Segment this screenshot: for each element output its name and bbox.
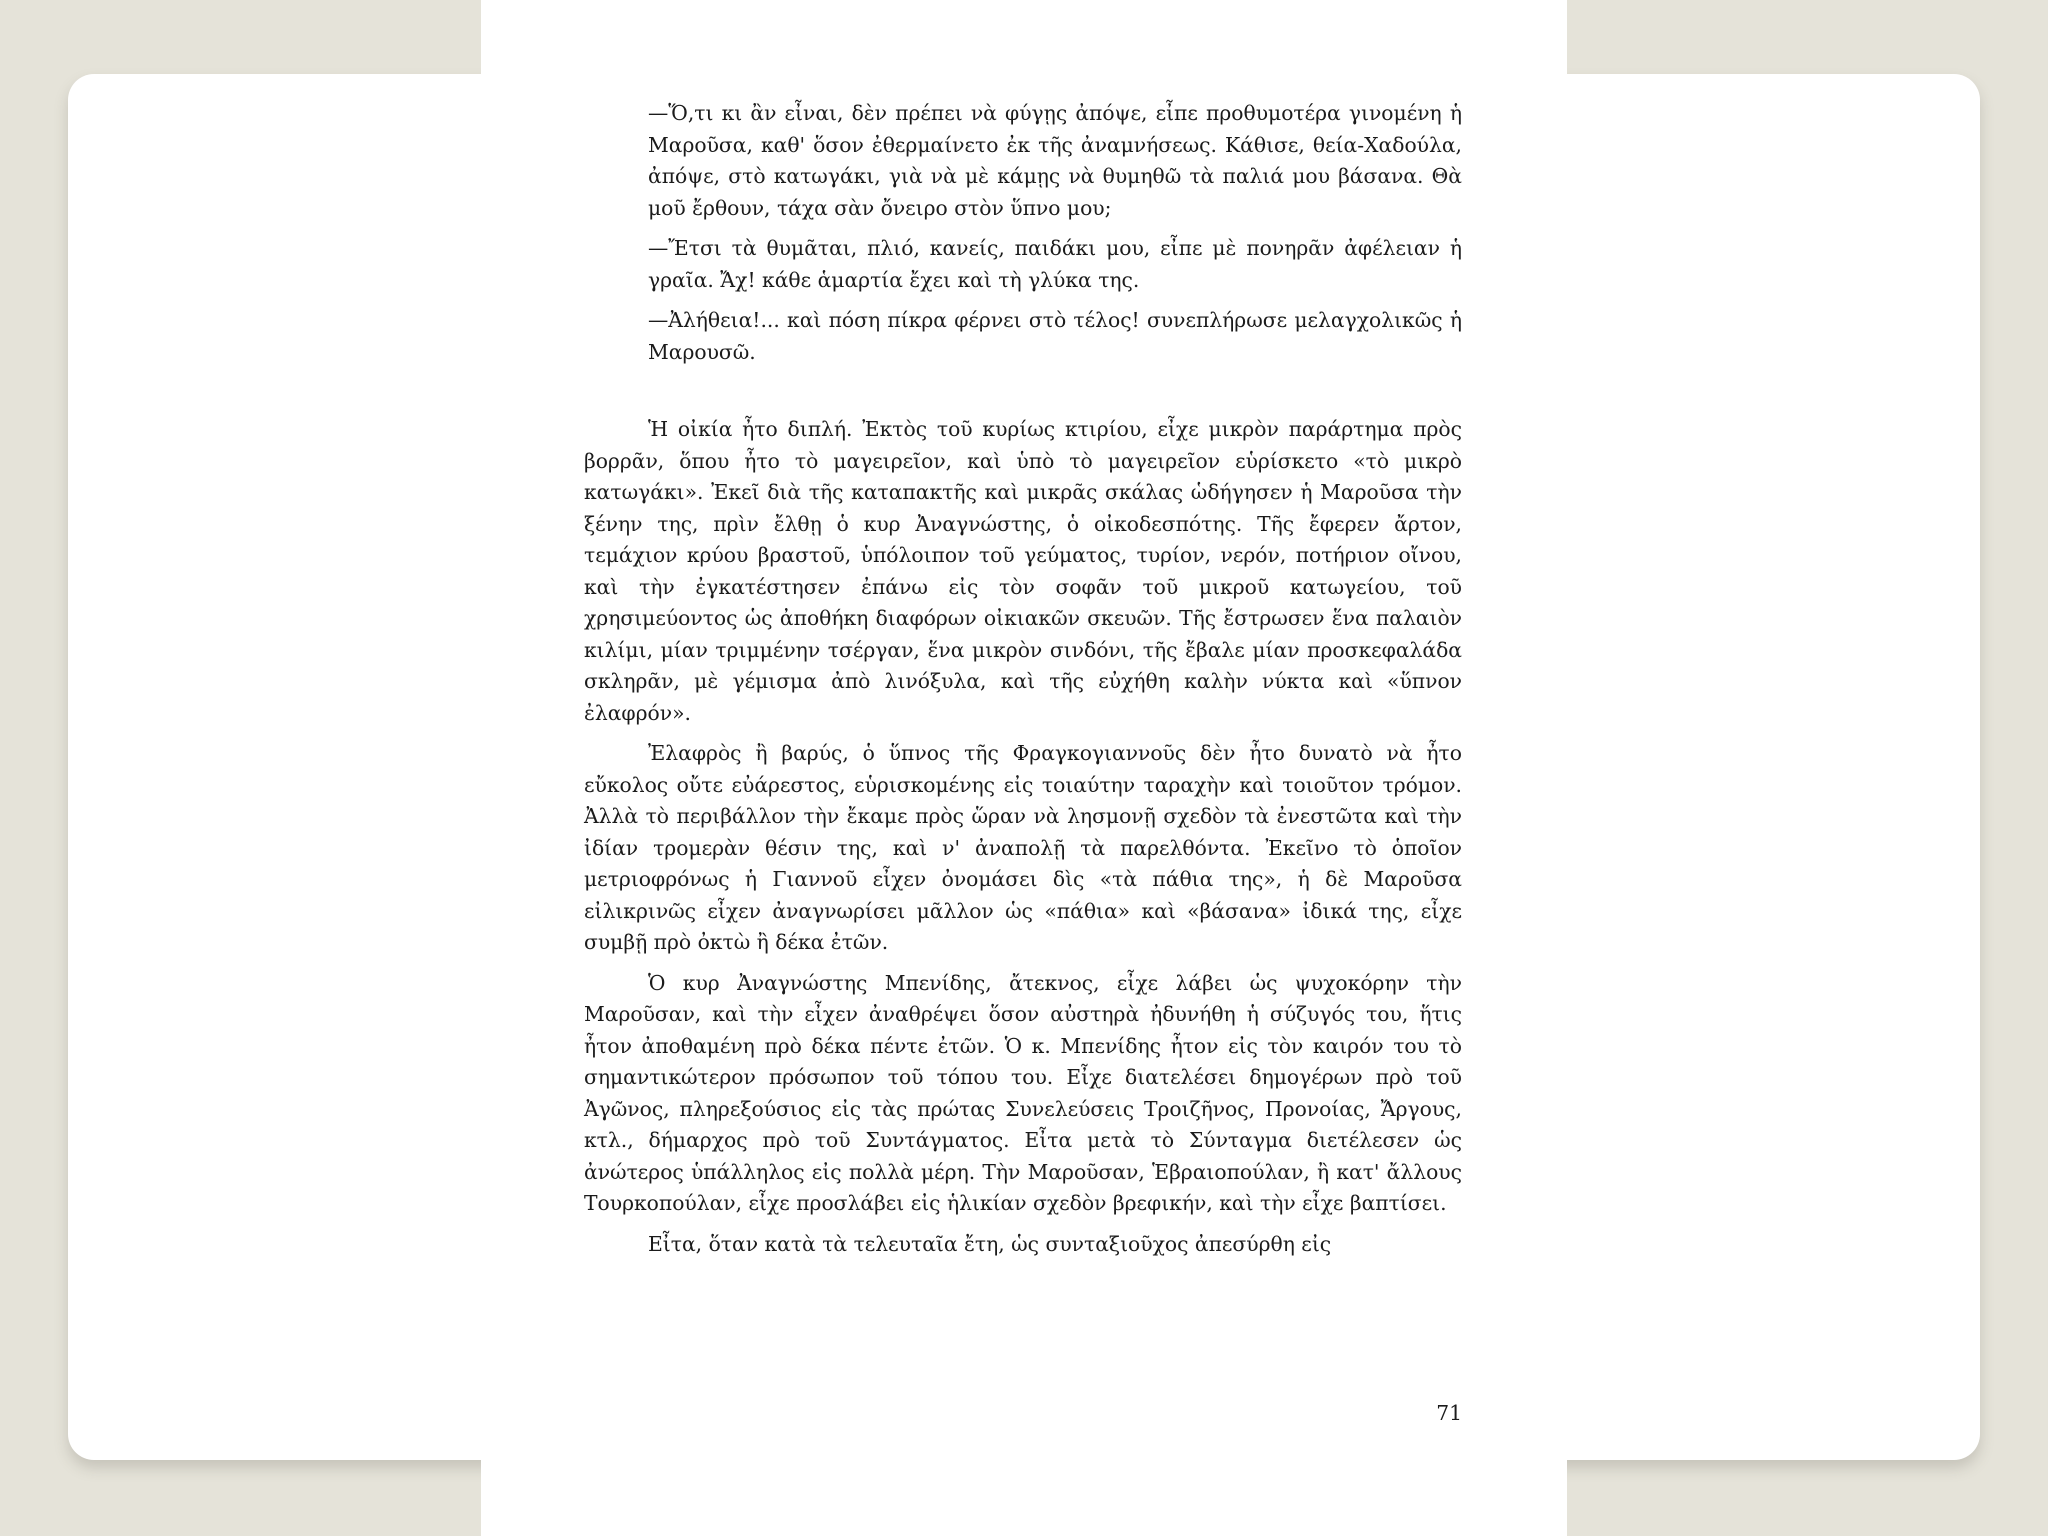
document-page — [481, 0, 1567, 1536]
dialogue-paragraph: —Ὅ,τι κι ἂν εἶναι, δὲν πρέπει νὰ φύγῃς ἀπόψε, εἶπε προθυμοτέρα γινομένη ἡ Μαροῦσα, καθ' ὅσον ἐθερμαίνετο ἐκ τῆς ἀναμνήσεως. Κάθισε, θεία-Χαδούλα, ἀπόψε, στὸ κατωγάκι, γιὰ νὰ μὲ κάμῃς νὰ θυμηθῶ τὰ παλιά μου βάσανα. Θὰ μοῦ ἔρθουν, τάχα σὰν ὄνειρο στὸν ὕπνο μου; — [648, 101, 1462, 220]
dialogue-paragraph: —Ἔτσι τὰ θυμᾶται, πλιό, κανείς, παιδάκι μου, εἶπε μὲ πονηρᾶν ἀφέλειαν ἡ γραῖα. Ἄχ! κάθε ἁμαρτία ἔχει καὶ τὴ γλύκα της. — [648, 236, 1462, 292]
page-text — [584, 98, 1462, 1269]
body-paragraph: Ὁ κυρ Ἀναγνώστης Μπενίδης, ἄτεκνος, εἶχε λάβει ὡς ψυχοκόρην τὴν Μαροῦσαν, καὶ τὴν εἶχεν ἀναθρέψει ὅσον αὐστηρὰ ἠδυνήθη ἡ σύζυγός του, ἥτις ἦτον ἀποθαμένη πρὸ δέκα πέντε ἐτῶν. Ὁ κ. Μπενίδης ἦτον εἰς τὸν καιρόν του τὸ σημαντικώτερον πρόσωπον τοῦ τόπου του. Εἶχε διατελέσει δημογέρων πρὸ τοῦ Ἀγῶνος, πληρεξούσιος εἰς τὰς πρώτας Συνελεύσεις Τροιζῆνος, Προνοίας, Ἄργους, κτλ., δήμαρχος πρὸ τοῦ Συντάγματος. Εἶτα μετὰ τὸ Σύνταγμα διετέλεσεν ὡς ἀνώτερος ὑπάλληλος εἰς πολλὰ μέρη. Τὴν Μαροῦσαν, Ἑβραιοπούλαν, ἢ κατ' ἄλλους Τουρκοπούλαν, εἶχε προσλάβει εἰς ἡλικίαν σχεδὸν βρεφικήν, καὶ τὴν εἶχε βαπτίσει. — [584, 970, 1462, 1215]
dialogue-paragraph: —Ἀλήθεια!... καὶ πόση πίκρα φέρνει στὸ τέλος! συνεπλήρωσε μελαγχολικῶς ἡ Μαρουσῶ. — [648, 308, 1462, 364]
page-number: 71 — [1436, 1401, 1462, 1425]
body-paragraph: Εἶτα, ὅταν κατὰ τὰ τελευταῖα ἔτη, ὡς συνταξιοῦχος ἀπεσύρθη εἰς — [648, 1231, 1332, 1256]
body-paragraph: Ἐλαφρὸς ἢ βαρύς, ὁ ὕπνος τῆς Φραγκογιαννοῦς δὲν ἦτο δυνατὸ νὰ ἦτο εὔκολος οὔτε εὐάρεστος, εὑρισκομένης εἰς τοιαύτην ταραχὴν καὶ τοιοῦτον τρόμον. Ἀλλὰ τὸ περιβάλλον τὴν ἔκαμε πρὸς ὥραν νὰ λησμονῇ σχεδὸν τὰ ἐνεστῶτα καὶ τὴν ἰδίαν τρομερὰν θέσιν της, καὶ ν' ἀναπολῇ τὰ παρελθόντα. Ἐκεῖνο τὸ ὁποῖον μετριοφρόνως ἡ Γιαννοῦ εἶχεν ὀνομάσει δὶς «τὰ πάθια της», ἡ δὲ Μαροῦσα εἰλικρινῶς εἶχεν ἀναγνωρίσει μᾶλλον ὡς «πάθια» καὶ «βάσανα» ἰδικά της, εἶχε συμβῇ πρὸ ὀκτὼ ἢ δέκα ἐτῶν. — [584, 741, 1462, 954]
body-paragraph: Ἡ οἰκία ἦτο διπλή. Ἐκτὸς τοῦ κυρίως κτιρίου, εἶχε μικρὸν παράρτημα πρὸς βορρᾶν, ὅπου ἦτο τὸ μαγειρεῖον, καὶ ὑπὸ τὸ μαγειρεῖον εὑρίσκετο «τὸ μικρὸ κατωγάκι». Ἐκεῖ διὰ τῆς καταπακτῆς καὶ μικρᾶς σκάλας ὡδήγησεν ἡ Μαροῦσα τὴν ξένην της, πρὶν ἔλθῃ ὁ κυρ Ἀναγνώστης, ὁ οἰκοδεσπότης. Τῆς ἔφερεν ἄρτον, τεμάχιον κρύου βραστοῦ, ὑπόλοιπον τοῦ γεύματος, τυρίον, νερόν, ποτήριον οἴνου, καὶ τὴν ἐγκατέστησεν ἐπάνω εἰς τὸν σοφᾶν τοῦ μικροῦ κατωγείου, τοῦ χρησιμεύοντος ὡς ἀποθήκη διαφόρων οἰκιακῶν σκευῶν. Τῆς ἔστρωσεν ἕνα παλαιὸν κιλίμι, μίαν τριμμένην τσέργαν, ἕνα μικρὸν σινδόνι, τῆς ἔβαλε μίαν προσκεφαλάδα σκληρᾶν, μὲ γέμισμα ἀπὸ λινόξυλα, καὶ τῆς εὐχήθη καλὴν νύκτα καὶ «ὕπνον ἐλαφρόν». — [584, 417, 1462, 725]
